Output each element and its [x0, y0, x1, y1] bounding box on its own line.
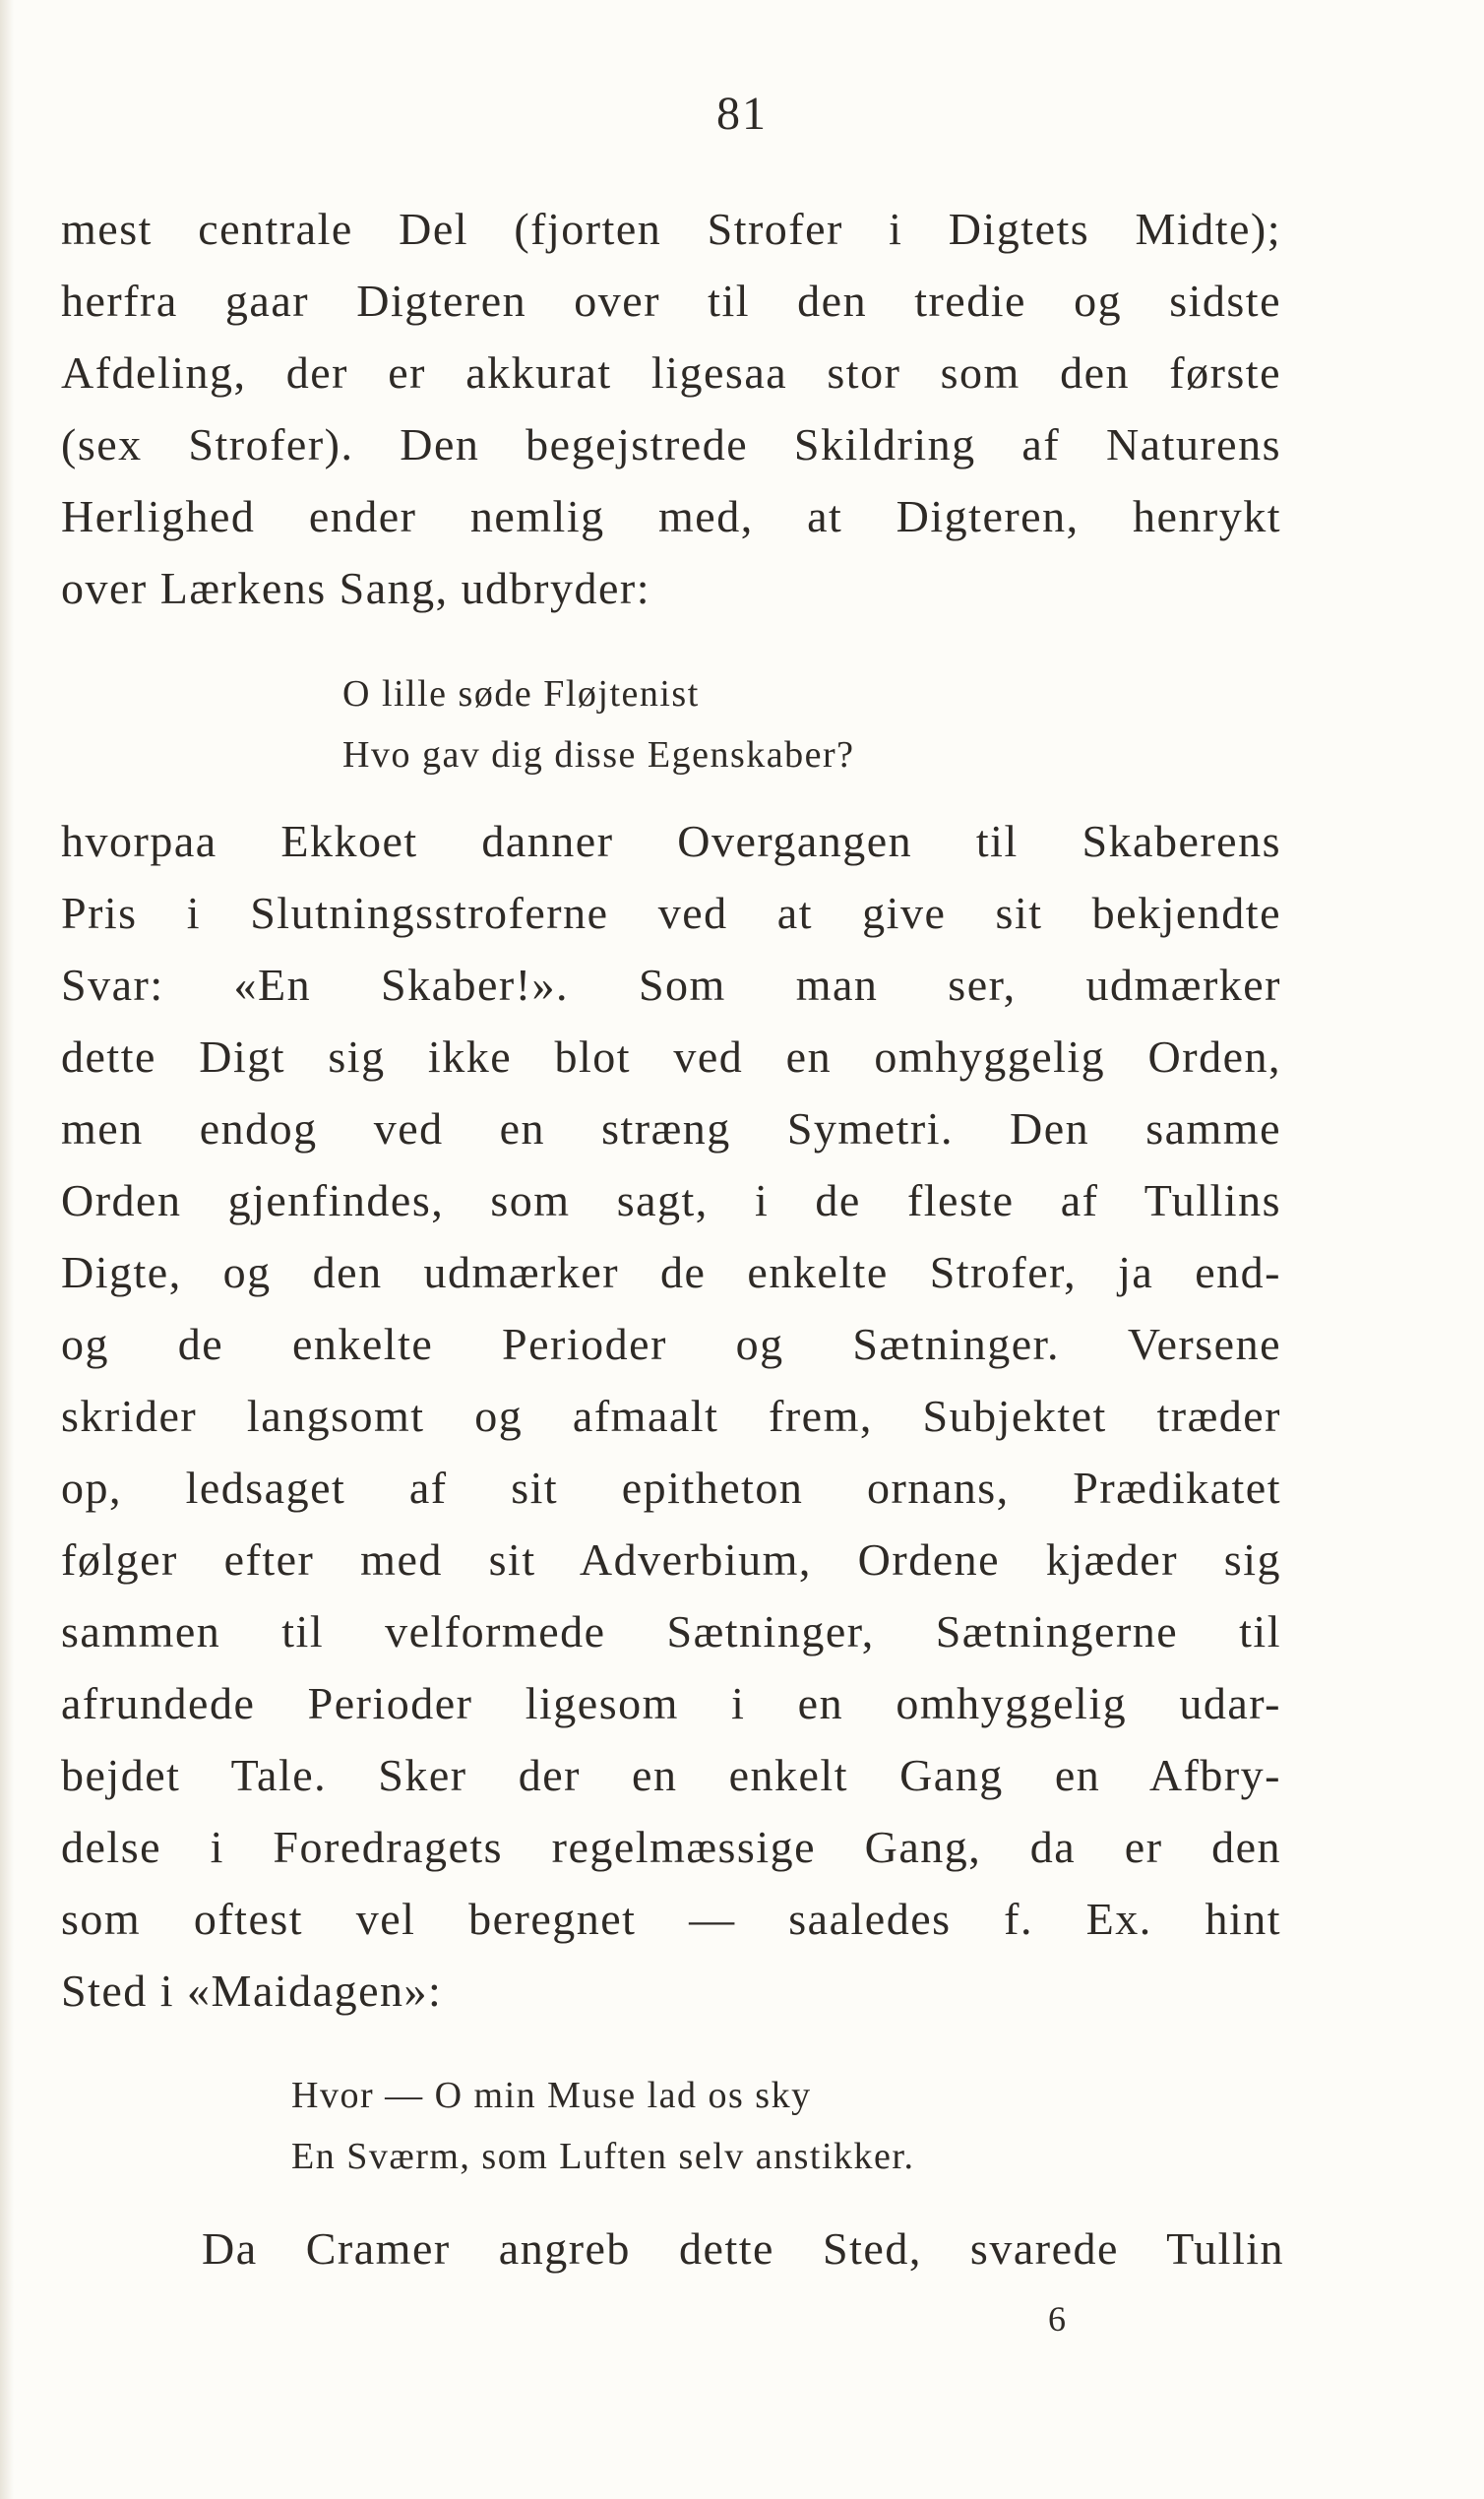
signature-mark: 6	[1048, 2299, 1066, 2339]
verse-quote-1	[342, 663, 855, 785]
text-line: skrider langsomt og afmaalt frem, Subjektet træder	[61, 1391, 1281, 1441]
text-line: hvorpaa Ekkoet danner Overgangen til Skaberens	[61, 816, 1281, 866]
text-line: sammen til velformede Sætninger, Sætningerne til	[61, 1606, 1281, 1656]
text-line: som oftest vel beregnet — saaledes f. Ex. hint	[61, 1894, 1281, 1944]
text-line: Orden gjenfindes, som sagt, i de fleste af Tullins	[61, 1175, 1281, 1225]
closing-line: Da Cramer angreb dette Sted, svarede Tullin	[202, 2223, 1284, 2274]
text-line: (sex Strofer). Den begejstrede Skildring af Naturens	[61, 419, 1281, 469]
text-line: bejdet Tale. Sker der en enkelt Gang en Afbry-	[61, 1750, 1281, 1800]
text-line: og de enkelte Perioder og Sætninger. Versene	[61, 1319, 1281, 1369]
text-line: mest centrale Del (fjorten Strofer i Digtets Midte);	[61, 204, 1281, 254]
text-line: men endog ved en stræng Symetri. Den samme	[61, 1103, 1281, 1154]
verse-line: Hvor — O min Muse lad os sky	[291, 2075, 812, 2116]
verse-line: Hvo gav dig disse Egenskaber?	[342, 734, 855, 776]
text-line: Digte, og den udmærker de enkelte Strofer, ja end-	[61, 1247, 1281, 1297]
page-edge-shadow	[0, 0, 14, 2499]
text-line: Svar: «En Skaber!». Som man ser, udmærker	[61, 960, 1281, 1010]
text-line: følger efter med sit Adverbium, Ordene kjæder sig	[61, 1534, 1281, 1585]
text-line: Herlighed ender nemlig med, at Digteren, henrykt	[61, 491, 1281, 541]
text-line: delse i Foredragets regelmæssige Gang, da er den	[61, 1822, 1281, 1872]
text-line: op, ledsaget af sit epitheton ornans, Prædikatet	[61, 1463, 1281, 1513]
verse-line: En Sværm, som Luften selv anstikker.	[291, 2136, 915, 2177]
text-line: over Lærkens Sang, udbryder:	[61, 563, 650, 613]
verse-quote-2	[291, 2065, 914, 2187]
text-line: dette Digt sig ikke blot ved en omhyggelig Orden,	[61, 1031, 1281, 1082]
text-line: Afdeling, der er akkurat ligesaa stor som den første	[61, 347, 1281, 398]
paragraph-1	[61, 193, 1281, 624]
text-line: herfra gaar Digteren over til den tredie og sidste	[61, 276, 1281, 326]
text-line: Pris i Slutningsstroferne ved at give sit bekjendte	[61, 888, 1281, 938]
page-number: 81	[716, 88, 768, 140]
text-line: Sted i «Maidagen»:	[61, 1966, 443, 2016]
verse-line: O lille søde Fløjtenist	[342, 673, 700, 715]
paragraph-2	[61, 805, 1281, 2027]
text-line: afrundede Perioder ligesom i en omhyggelig udar-	[61, 1678, 1281, 1728]
